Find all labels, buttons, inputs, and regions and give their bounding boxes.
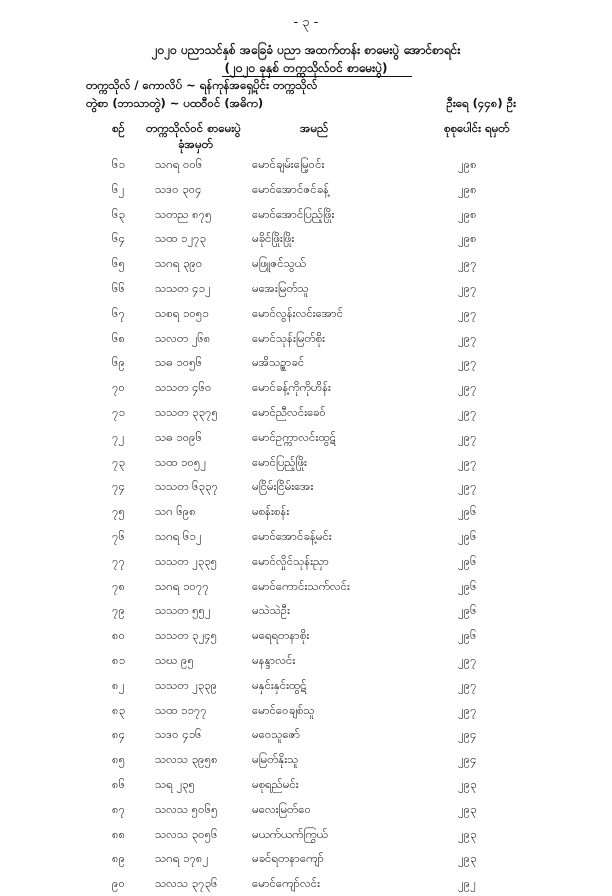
- roll-number: သဂရ ၃၉၀: [155, 256, 203, 271]
- column-header-total: စုစုပေါင်း ရမှတ်: [444, 121, 510, 135]
- total-mark: ၂၉၇: [458, 280, 477, 295]
- roll-number: သဒဝ ၃၀၄: [155, 181, 202, 196]
- total-mark: ၂၉၇: [458, 652, 477, 667]
- row-number: ၉၀: [112, 876, 125, 891]
- student-name: မောင်လွန်းလင်းအောင်: [252, 305, 344, 320]
- total-count: ဦးရေ (၄၄၈) ဦး: [446, 96, 516, 110]
- table-row: [0, 499, 612, 524]
- row-number: ၈၁: [112, 652, 126, 667]
- total-mark: ၂၉၇: [458, 380, 477, 395]
- row-number: ၈၅: [112, 752, 126, 767]
- student-name: မလေးမြတ်ဝေ: [252, 801, 311, 816]
- student-name: မယက်ယက်ကြွယ်: [252, 826, 328, 841]
- row-number: ၇၅: [112, 504, 125, 519]
- table-row: [0, 598, 612, 623]
- roll-number: သလသ ၅၀၆၅: [155, 801, 218, 816]
- table-row: [0, 623, 612, 648]
- total-mark: ၂၉၂: [458, 876, 476, 891]
- total-mark: ၂၉၇: [458, 702, 477, 717]
- row-number: ၈၂: [112, 677, 125, 692]
- row-number: ၆၉: [112, 355, 125, 370]
- roll-number: သသတ ၂၃၃၅: [155, 553, 218, 568]
- column-header-name: အမည်: [300, 121, 329, 135]
- student-name: မခင်ရတနာကျော်: [252, 851, 324, 866]
- row-number: ၈၇: [112, 801, 126, 816]
- student-name: မောင်ညီလင်းခေဝ်: [252, 404, 326, 419]
- student-name: မောင်အောင်ဇင်ခန့်: [252, 181, 330, 196]
- row-number: ၈၃: [112, 702, 126, 717]
- roll-number: သဂရ ၁၀၇၇: [155, 578, 209, 593]
- roll-number: သဃ ၉၅: [155, 652, 194, 667]
- row-number: ၇၃: [112, 454, 125, 469]
- row-number: ၆၃: [112, 206, 125, 221]
- student-name: မအေးမြတ်သူ: [252, 280, 309, 295]
- row-number: ၇၉: [112, 603, 125, 618]
- roll-number: သလသ ၃၇၃၆: [155, 876, 218, 891]
- total-mark: ၂၉၈: [458, 206, 477, 221]
- roll-number: သထ ၁၁၇၇: [155, 702, 207, 717]
- roll-number: သဂရ ၆၁၂: [155, 528, 202, 543]
- total-mark: ၂၉၇: [458, 355, 477, 370]
- table-row: [0, 326, 612, 351]
- column-header-no: စဉ်: [112, 121, 125, 135]
- student-name: မနန္ဒာလင်း: [252, 652, 296, 667]
- total-mark: ၂၉၆: [458, 578, 477, 593]
- total-mark: ၂၉၃: [458, 851, 477, 866]
- total-mark: ၂၉၇: [458, 330, 477, 345]
- total-mark: ၂၉၈: [458, 181, 477, 196]
- table-row: [0, 871, 612, 896]
- result-table: [0, 152, 612, 896]
- table-row: [0, 574, 612, 599]
- total-mark: ၂၉၆: [458, 628, 477, 643]
- row-number: ၇၈: [112, 578, 126, 593]
- roll-number: သထ ၁၀၅၂: [155, 454, 206, 469]
- row-number: ၈၉: [112, 851, 126, 866]
- row-number: ၆၁: [112, 157, 125, 171]
- table-row: [0, 301, 612, 326]
- column-header-roll: တက္ကသိုလ်ဝင် စာမေးပွဲ: [146, 121, 241, 135]
- roll-number: သဓ ၁၀၉၆: [155, 429, 203, 444]
- table-row: [0, 797, 612, 822]
- roll-number: သထ ၁၂၇၃: [155, 231, 206, 246]
- row-number: ၈၈: [112, 826, 126, 841]
- row-number: ၇၆: [112, 528, 125, 543]
- row-number: ၆၅: [112, 256, 125, 271]
- table-row: [0, 549, 612, 574]
- table-row: [0, 648, 612, 673]
- table-row: [0, 673, 612, 698]
- student-name: မဝေသူဇော်: [252, 727, 301, 742]
- total-mark: ၂၉၇: [458, 454, 477, 469]
- roll-number: သသတ ၄၁၂: [155, 280, 211, 295]
- total-mark: ၂၉၈: [458, 157, 477, 171]
- total-mark: ၂၉၄: [458, 752, 477, 767]
- table-row: [0, 474, 612, 499]
- subject-group: တွဲစာ (ဘာသာတွဲ) ~ ပထဝီဝင် (အဓိက): [86, 96, 264, 110]
- roll-number: သလသ ၃၉၅၈: [155, 752, 218, 767]
- student-name: မငြိမ်းငြိမ်းအေး: [252, 479, 314, 494]
- roll-number: သသတ ၄၆၀: [155, 380, 212, 395]
- table-row: [0, 450, 612, 475]
- table-row: [0, 846, 612, 871]
- table-row: [0, 152, 612, 177]
- row-number: ၆၂: [112, 181, 125, 196]
- student-name: မောင်လှိုင်သုန်းညှာ: [252, 553, 329, 568]
- roll-number: သသတ ၂၃၃၉: [155, 677, 218, 692]
- document-subtitle: (၂၀၂၀ ခုနှစ် တက္ကသိုလ်ဝင် စာမေးပွဲ): [0, 60, 612, 78]
- table-row: [0, 226, 612, 251]
- row-number: ၆၆: [112, 280, 125, 295]
- total-mark: ၂၉၃: [458, 801, 477, 816]
- total-mark: ၂၉၇: [458, 479, 477, 494]
- student-name: မောင်ကျော်လင်း: [252, 876, 321, 891]
- table-row: [0, 425, 612, 450]
- student-name: မမြတ်နိုးသူ: [252, 752, 299, 767]
- table-row: [0, 202, 612, 227]
- total-mark: ၂၉၆: [458, 553, 477, 568]
- page-number: - ၃ -: [293, 15, 319, 30]
- roll-number: သသတ ၆၃၃၇: [155, 479, 218, 494]
- student-name: မောင်အောင်ပြည့်ဖြိုး: [252, 206, 335, 221]
- roll-number: သဂ ၆၉၈: [155, 504, 196, 519]
- roll-number: သဂရ ၀၀၆: [155, 157, 203, 171]
- column-header-roll-line2: ခုံအမှတ်: [178, 137, 213, 151]
- row-number: ၈၀: [112, 628, 126, 643]
- total-mark: ၂၉၆: [458, 528, 477, 543]
- student-name: မနှင်းနှင်းထွဋ်: [252, 677, 307, 692]
- row-number: ၆၈: [112, 330, 126, 345]
- total-mark: ၂၉၇: [458, 677, 477, 692]
- roll-number: သလသ ၃၀၅၆: [155, 826, 218, 841]
- roll-number: သရ ၂၃၅: [155, 776, 195, 791]
- row-number: ၇၁: [112, 404, 125, 419]
- row-number: ၈၆: [112, 776, 126, 791]
- row-number: ၆၇: [112, 305, 125, 320]
- table-row: [0, 375, 612, 400]
- student-name: မရေရတနာစိုး: [252, 628, 310, 643]
- student-name: မဖြူဇင်သွယ်: [252, 256, 306, 271]
- total-mark: ၂၉၄: [458, 727, 477, 742]
- row-number: ၇၀: [112, 380, 125, 395]
- table-row: [0, 822, 612, 847]
- total-mark: ၂၉၇: [458, 256, 477, 271]
- table-row: [0, 400, 612, 425]
- student-name: မသဲသဲဦး: [252, 603, 291, 618]
- student-name: မောင်ကောင်းသက်လင်း: [252, 578, 350, 593]
- total-mark: ၂၉၇: [458, 429, 477, 444]
- student-name: မခိုင်ဖြိုးဖြိုး: [252, 231, 295, 246]
- row-number: ၈၄: [112, 727, 126, 742]
- student-name: မောင်ချမ်းမြေ့ဝင်း: [252, 157, 325, 171]
- student-name: မအိသဥ္စာခင်: [252, 355, 305, 370]
- student-name: မစုရည်မင်း: [252, 776, 299, 791]
- exam-center: တက္ကသိုလ် / ကောလိပ် ~ ရန်ကုန်အရှေ့ပိုင်း တက္ကသိုလ်: [86, 78, 318, 92]
- total-mark: ၂၉၆: [458, 504, 477, 519]
- roll-number: သဒဝ ၄၁၆: [155, 727, 202, 742]
- student-name: မောင်ခန့်ကိုကိုဟိန်း: [252, 380, 331, 395]
- roll-number: သသတ ၅၅၂: [155, 603, 211, 618]
- total-mark: ၂၉၃: [458, 776, 477, 791]
- student-name: မောင်အောင်ခန့်မင်း: [252, 528, 332, 543]
- total-mark: ၂၉၃: [458, 826, 477, 841]
- table-row: [0, 772, 612, 797]
- table-row: [0, 350, 612, 375]
- table-row: [0, 698, 612, 723]
- student-name: မောင်ဥက္ကာလင်းထွဋ်: [252, 429, 336, 444]
- table-row: [0, 524, 612, 549]
- row-number: ၇၄: [112, 479, 125, 494]
- total-mark: ၂၉၇: [458, 404, 477, 419]
- roll-number: သဓ ၁၀၅၆: [155, 355, 203, 370]
- document-title: ၂၀၂၀ ပညာသင်နှစ် အခြေခံ ပညာ အထက်တန်း စာမေးပွဲ အောင်စာရင်း: [151, 43, 461, 57]
- total-mark: ၂၉၈: [458, 231, 477, 246]
- student-name: မောင်ဝေချစ်သူ: [252, 702, 315, 717]
- roll-number: သသတ ၃၃၇၅: [155, 404, 218, 419]
- total-mark: ၂၉၇: [458, 305, 477, 320]
- total-mark: ၂၉၆: [458, 603, 477, 618]
- table-row: [0, 251, 612, 276]
- table-row: [0, 722, 612, 747]
- table-row: [0, 276, 612, 301]
- row-number: ၇၇: [112, 553, 125, 568]
- roll-number: သဂရ ၁၇၈၂: [155, 851, 209, 866]
- table-row: [0, 177, 612, 202]
- row-number: ၆၄: [112, 231, 125, 246]
- roll-number: သတည ၈၇၅: [155, 206, 212, 221]
- roll-number: သလတ ၂၆၈: [155, 330, 211, 345]
- roll-number: သစရ ၁၀၅၁: [155, 305, 209, 320]
- row-number: ၇၂: [112, 429, 125, 444]
- student-name: မောင်သုန်းမြတ်စိုး: [252, 330, 325, 345]
- student-name: မောင်ပြည့်ဖြိုး: [252, 454, 307, 469]
- student-name: မစန်းစန်း: [252, 504, 290, 519]
- roll-number: သသတ ၃၂၄၅: [155, 628, 218, 643]
- table-row: [0, 747, 612, 772]
